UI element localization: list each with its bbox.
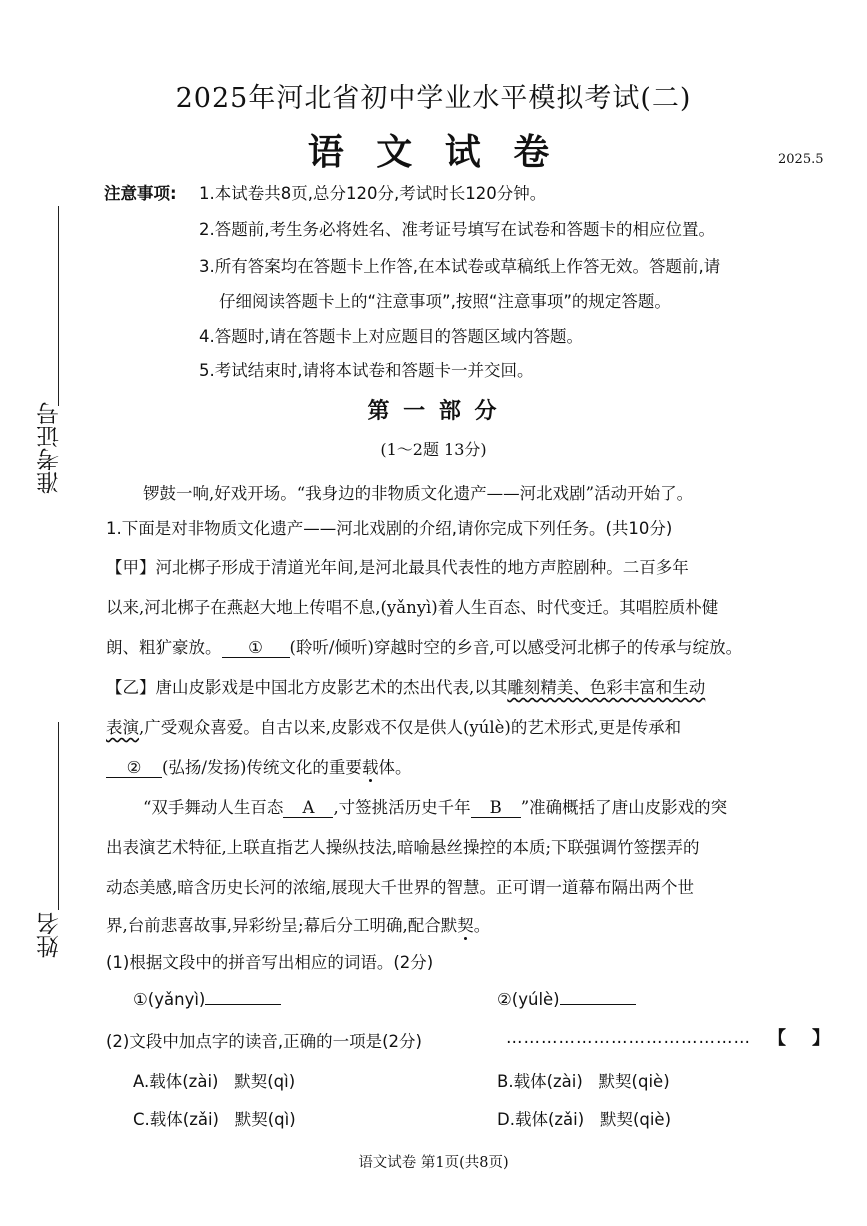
notice-item-3: 3.所有答案均在答题卡上作答,在本试卷或草稿纸上作答无效。答题前,请: [199, 257, 721, 276]
dotted-char-zai: 载: [361, 758, 379, 777]
exam-date: 2025.5: [778, 152, 824, 167]
dotted-char-qi: 契: [457, 916, 474, 935]
part-range: (1～2题 13分): [380, 440, 487, 459]
wavy-underlined-text: 雕刻精美、色彩丰富和生动: [507, 678, 706, 697]
couplet-line-4: 界,台前悲喜故事,异彩纷呈;幕后分工明确,配合默契。: [106, 916, 491, 935]
notice-item-1: 1.本试卷共8页,总分120分,考试时长120分钟。: [199, 184, 547, 203]
subject-title: 语 文 试 卷: [307, 131, 560, 173]
sub-question-1-stem: (1)根据文段中的拼音写出相应的词语。(2分): [106, 953, 434, 972]
sub-question-1-b: ②(yúlè): [497, 990, 636, 1009]
exam-id-label: 准考证号: [37, 402, 63, 494]
wavy-underlined-text-cont: 表演: [106, 718, 139, 737]
couplet-line-2: 出表演艺术特征,上联直指艺人操纵技法,暗喻悬丝操控的本质;下联强调竹签摆弄的: [106, 838, 700, 857]
blank-B: B: [471, 798, 521, 818]
part-title: 第 一 部 分: [367, 398, 500, 424]
answer-blank-2[interactable]: [560, 1004, 636, 1005]
notice-label: 注意事项:: [104, 184, 177, 203]
blank-A: A: [283, 798, 333, 818]
blank-2: ②: [106, 758, 162, 778]
exam-id-line: [58, 206, 59, 406]
question-1-stem: 1.下面是对非物质文化遗产——河北戏剧的介绍,请你完成下列任务。(共10分): [106, 519, 673, 538]
answer-blank-1[interactable]: [205, 1004, 281, 1005]
notice-item-4: 4.答题时,请在答题卡上对应题目的答题区域内答题。: [199, 327, 583, 346]
couplet-line-1: “双手舞动人生百态 A ,寸签挑活历史千年 B ”准确概括了唐山皮影戏的突: [143, 798, 728, 817]
sub-question-1-a: ①(yǎnyì): [133, 990, 281, 1009]
yi-line-2: 表演,广受观众喜爱。自古以来,皮影戏不仅是供人(yúlè)的艺术形式,更是传承和: [106, 718, 682, 737]
intro-text: 锣鼓一响,好戏开场。“我身边的非物质文化遗产——河北戏剧”活动开始了。: [143, 484, 694, 503]
name-label: 姓名: [37, 912, 63, 958]
page-footer: 语文试卷 第1页(共8页): [358, 1155, 509, 1171]
option-b[interactable]: B.载体(zài) 默契(qiè): [497, 1072, 670, 1091]
notice-item-3-cont: 仔细阅读答题卡上的“注意事项”,按照“注意事项”的规定答题。: [219, 292, 671, 311]
answer-bracket-close[interactable]: 】: [812, 1028, 830, 1049]
exam-title: 2025年河北省初中学业水平模拟考试(二): [175, 83, 692, 114]
jia-line-2: 以来,河北梆子在燕赵大地上传唱不息,(yǎnyì)着人生百态、时代变迁。其唱腔质朴健: [106, 598, 719, 617]
couplet-line-3: 动态美感,暗含历史长河的浓缩,展现大千世界的智慧。正可谓一道幕布隔出两个世: [106, 878, 694, 897]
option-d[interactable]: D.载体(zǎi) 默契(qiè): [497, 1110, 672, 1129]
jia-line-3: 朗、粗犷豪放。 ① (聆听/倾听)穿越时空的乡音,可以感受河北梆子的传承与绽放。: [106, 638, 743, 657]
dotted-leader: ……………………………………: [506, 1028, 751, 1047]
name-line: [58, 722, 59, 910]
yi-line-1: 【乙】唐山皮影戏是中国北方皮影艺术的杰出代表,以其雕刻精美、色彩丰富和生动: [106, 678, 706, 697]
jia-line-1: 【甲】河北梆子形成于清道光年间,是河北最具代表性的地方声腔剧种。二百多年: [106, 558, 689, 577]
option-a[interactable]: A.载体(zài) 默契(qì): [133, 1072, 296, 1091]
notice-item-2: 2.答题前,考生务必将姓名、准考证号填写在试卷和答题卡的相应位置。: [199, 220, 715, 239]
blank-1: ①: [222, 638, 290, 658]
answer-bracket-open[interactable]: 【: [768, 1028, 786, 1049]
yi-line-3: ② (弘扬/发扬)传统文化的重要载体。: [106, 754, 411, 778]
option-c[interactable]: C.载体(zǎi) 默契(qì): [133, 1110, 296, 1129]
notice-item-5: 5.考试结束时,请将本试卷和答题卡一并交回。: [199, 361, 534, 380]
sub-question-2-stem: (2)文段中加点字的读音,正确的一项是(2分): [106, 1032, 422, 1051]
